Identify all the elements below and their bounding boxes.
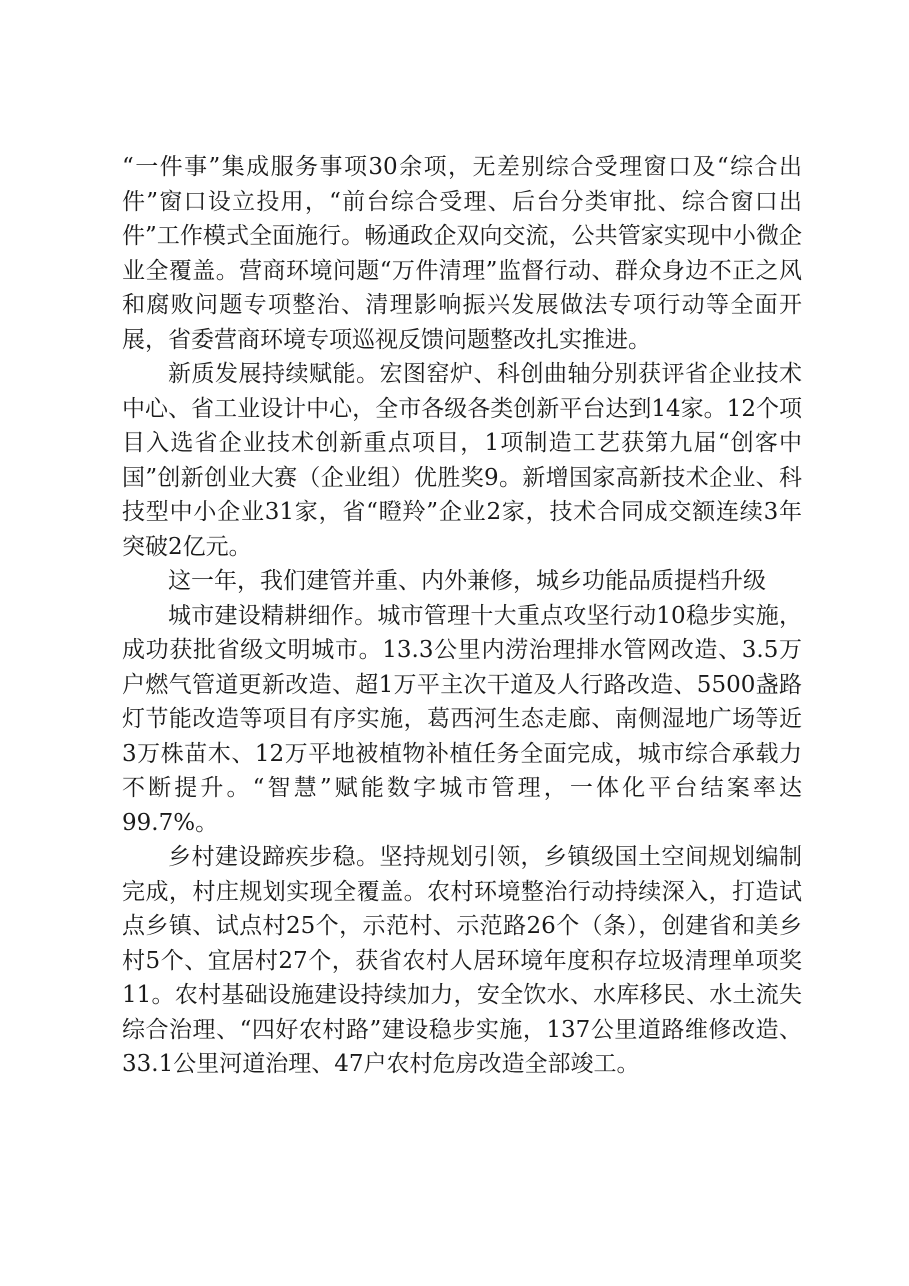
paragraph-section-heading: 这一年，我们建管并重、内外兼修，城乡功能品质提档升级 (168, 568, 766, 594)
document-body (122, 150, 802, 1082)
paragraph-service-reform: “一件事”集成服务事项30余项，无差别综合受理窗口及“综合出件”窗口设立投用，“前台综合受理、后台分类审批、综合窗口出件”工作模式全面施行。畅通政企双向交流，公共管家实现中小微企业全覆盖。营商环境问题“万件清理”监督行动、群众身边不正之风和腐败问题专项整治、清理影响振兴发展做法专项行动等全面开展，省委营商环境专项巡视反馈问题整改扎实推进。 (122, 154, 802, 353)
paragraph-urban-construction: 城市建设精耕细作。城市管理十大重点攻坚行动10稳步实施，成功获批省级文明城市。13.3公里内涝治理排水管网改造、3.5万户燃气管道更新改造、超1万平主次干道及人行路改造、5500盏路灯节能改造等项目有序实施，葛西河生态走廊、南侧湿地广场等近3万株苗木、12万平地被植物补植任务全面完成，城市综合承载力不断提升。“智慧”赋能数字城市管理，一体化平台结案率达99.7%。 (122, 602, 802, 836)
paragraph-rural-construction: 乡村建设蹄疾步稳。坚持规划引领，乡镇级国土空间规划编制完成，村庄规划实现全覆盖。农村环境整治行动持续深入，打造试点乡镇、试点村25个，示范村、示范路26个（条），创建省和美乡村5个、宜居村27个，获省农村人居环境年度积存垃圾清理单项奖11。农村基础设施建设持续加力，安全饮水、水库移民、水土流失综合治理、“四好农村路”建设稳步实施，137公里道路维修改造、33.1公里河道治理、47户农村危房改造全部竣工。 (122, 844, 802, 1077)
paragraph-innovation: 新质发展持续赋能。宏图窑炉、科创曲轴分别获评省企业技术中心、省工业设计中心，全市各级各类创新平台达到14家。12个项目入选省企业技术创新重点项目，1项制造工艺获第九届“创客中国”创新创业大赛（企业组）优胜奖9。新增国家高新技术企业、科技型中小企业31家，省“瞪羚”企业2家，技术合同成交额连续3年突破2亿元。 (122, 361, 802, 560)
